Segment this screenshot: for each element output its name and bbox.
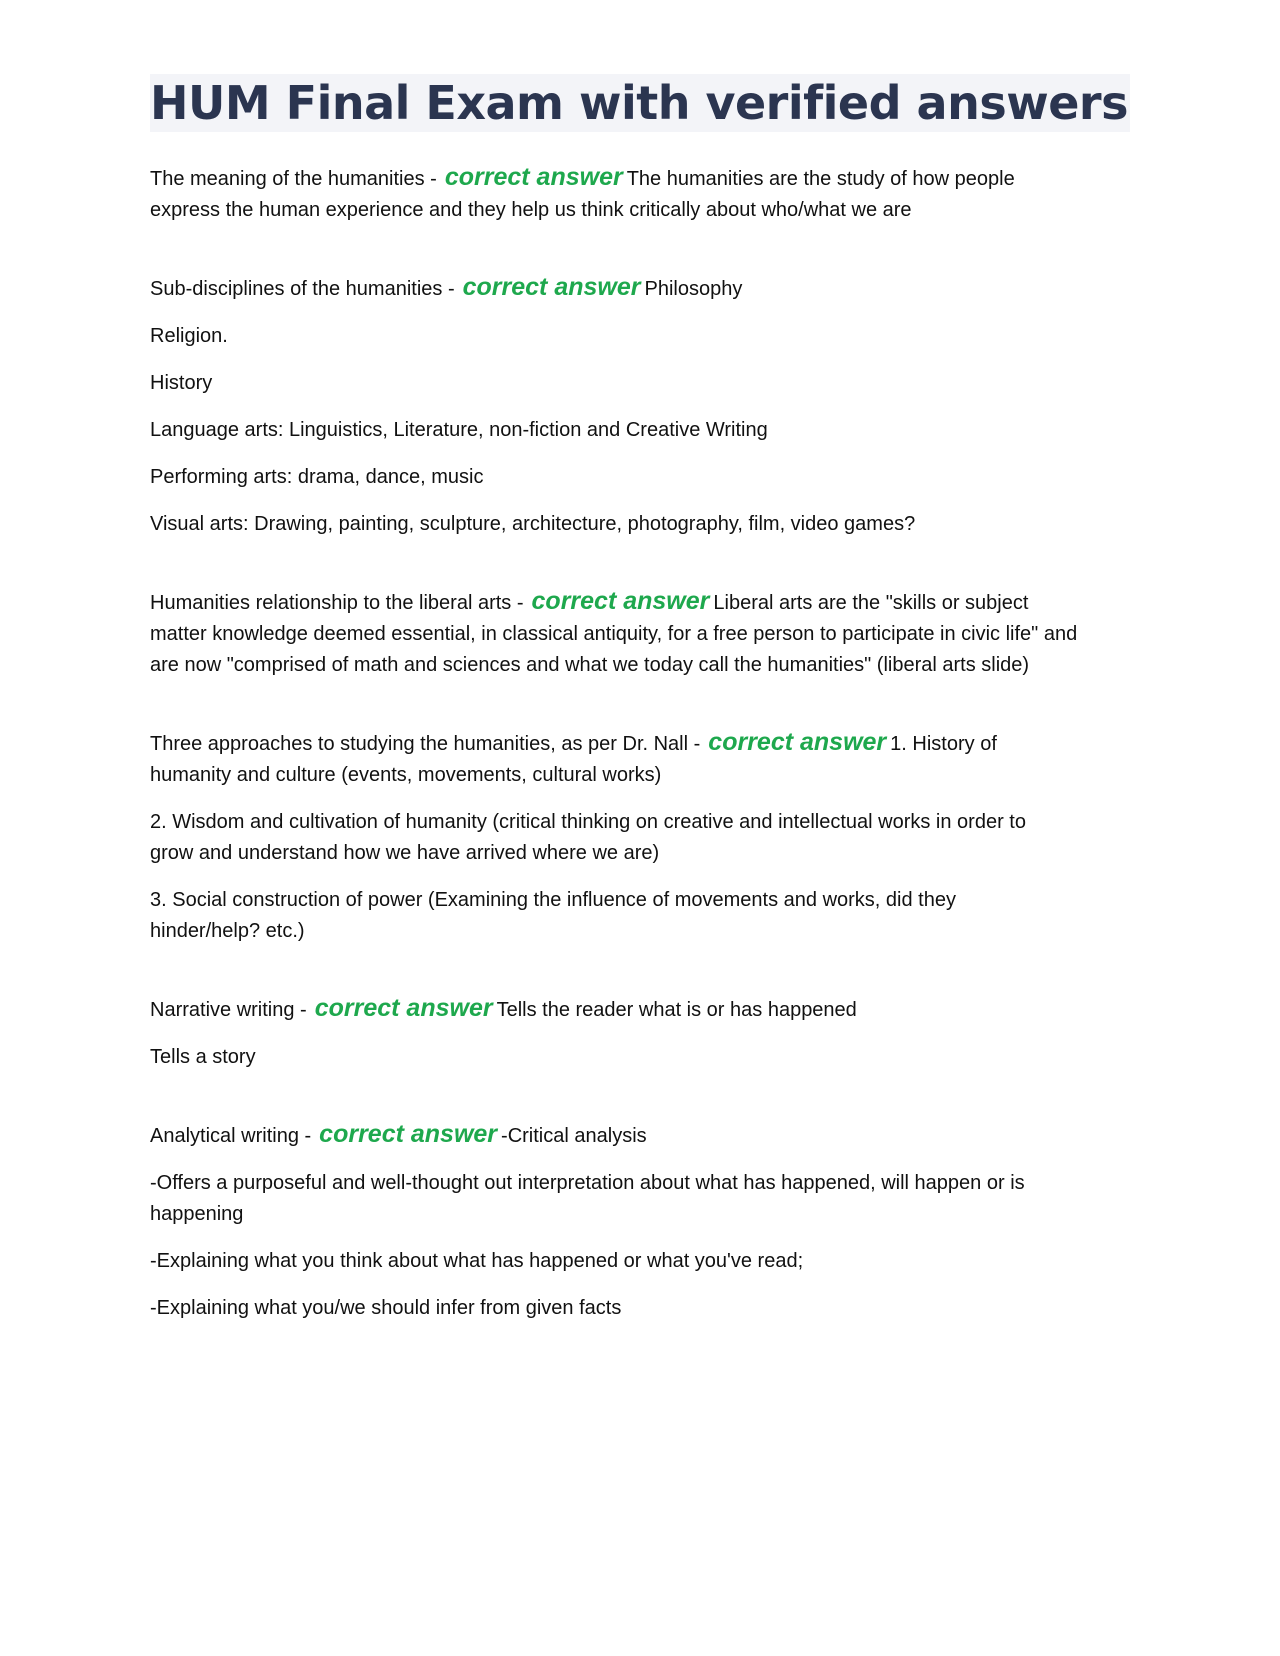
correct-answer-marker: correct answer <box>531 587 710 615</box>
answer-text: -Critical analysis <box>501 1125 647 1147</box>
question-line <box>150 162 1030 226</box>
answer-line: Religion. <box>150 325 228 347</box>
qa-block <box>150 586 1130 681</box>
answer-line: Performing arts: drama, dance, music <box>150 466 484 488</box>
qa-list <box>150 162 1130 1324</box>
question-prompt: Narrative writing - <box>150 999 307 1021</box>
qa-block <box>150 727 1130 947</box>
answer-line: Visual arts: Drawing, painting, sculpture, architecture, photography, film, video games? <box>150 513 916 535</box>
question-line <box>150 993 1050 1026</box>
correct-answer-marker: correct answer <box>319 1120 498 1148</box>
correct-answer-marker: correct answer <box>314 994 493 1022</box>
answer-text: Tells the reader what is or has happened <box>496 999 857 1021</box>
question-prompt: Analytical writing - <box>150 1125 312 1147</box>
answer-text: The humanities are the study of how people express the human experience and they help us think critically about who/what we are <box>150 168 1015 221</box>
answer-line: 3. Social construction of power (Examining the influence of movements and works, did they hinder/help? etc.) <box>150 889 956 942</box>
correct-answer-marker: correct answer <box>708 728 887 756</box>
question-prompt: Humanities relationship to the liberal arts - <box>150 592 524 614</box>
qa-block <box>150 162 1130 226</box>
answer-line: Language arts: Linguistics, Literature, non-fiction and Creative Writing <box>150 419 768 441</box>
correct-answer-marker: correct answer <box>462 273 641 301</box>
answer-line: Tells a story <box>150 1046 256 1068</box>
correct-answer-marker: correct answer <box>444 163 623 191</box>
answer-line: -Explaining what you think about what has happened or what you've read; <box>150 1250 804 1272</box>
answer-text: 1. History of humanity and culture (events, movements, cultural works) <box>150 733 997 786</box>
answer-line: 2. Wisdom and cultivation of humanity (critical thinking on creative and intellectual works in order to grow and understand how we have arrived where we are) <box>150 811 1026 864</box>
answer-text: Liberal arts are the "skills or subject matter knowledge deemed essential, in classical antiquity, for a free person to participate in civic life" and are now "comprised of math and sciences and what we today call the humanities" (liberal arts slide) <box>150 592 1078 676</box>
question-line <box>150 1119 1050 1152</box>
question-line <box>150 727 1050 791</box>
answer-text: Philosophy <box>644 278 743 300</box>
answer-line: -Explaining what you/we should infer from given facts <box>150 1297 622 1319</box>
qa-block <box>150 993 1130 1073</box>
answer-line: History <box>150 372 213 394</box>
title-bar <box>150 74 1130 132</box>
answer-line: -Offers a purposeful and well-thought out interpretation about what has happened, will happen or is happening <box>150 1172 1025 1225</box>
document-page <box>150 74 1130 1340</box>
document-title: HUM Final Exam with verified answers <box>150 76 1128 130</box>
question-line <box>150 272 1050 305</box>
question-prompt: The meaning of the humanities - <box>150 168 437 190</box>
question-prompt: Three approaches to studying the humanities, as per Dr. Nall - <box>150 733 701 755</box>
qa-block <box>150 1119 1130 1324</box>
qa-block <box>150 272 1130 540</box>
question-line <box>150 586 1080 681</box>
question-prompt: Sub-disciplines of the humanities - <box>150 278 455 300</box>
